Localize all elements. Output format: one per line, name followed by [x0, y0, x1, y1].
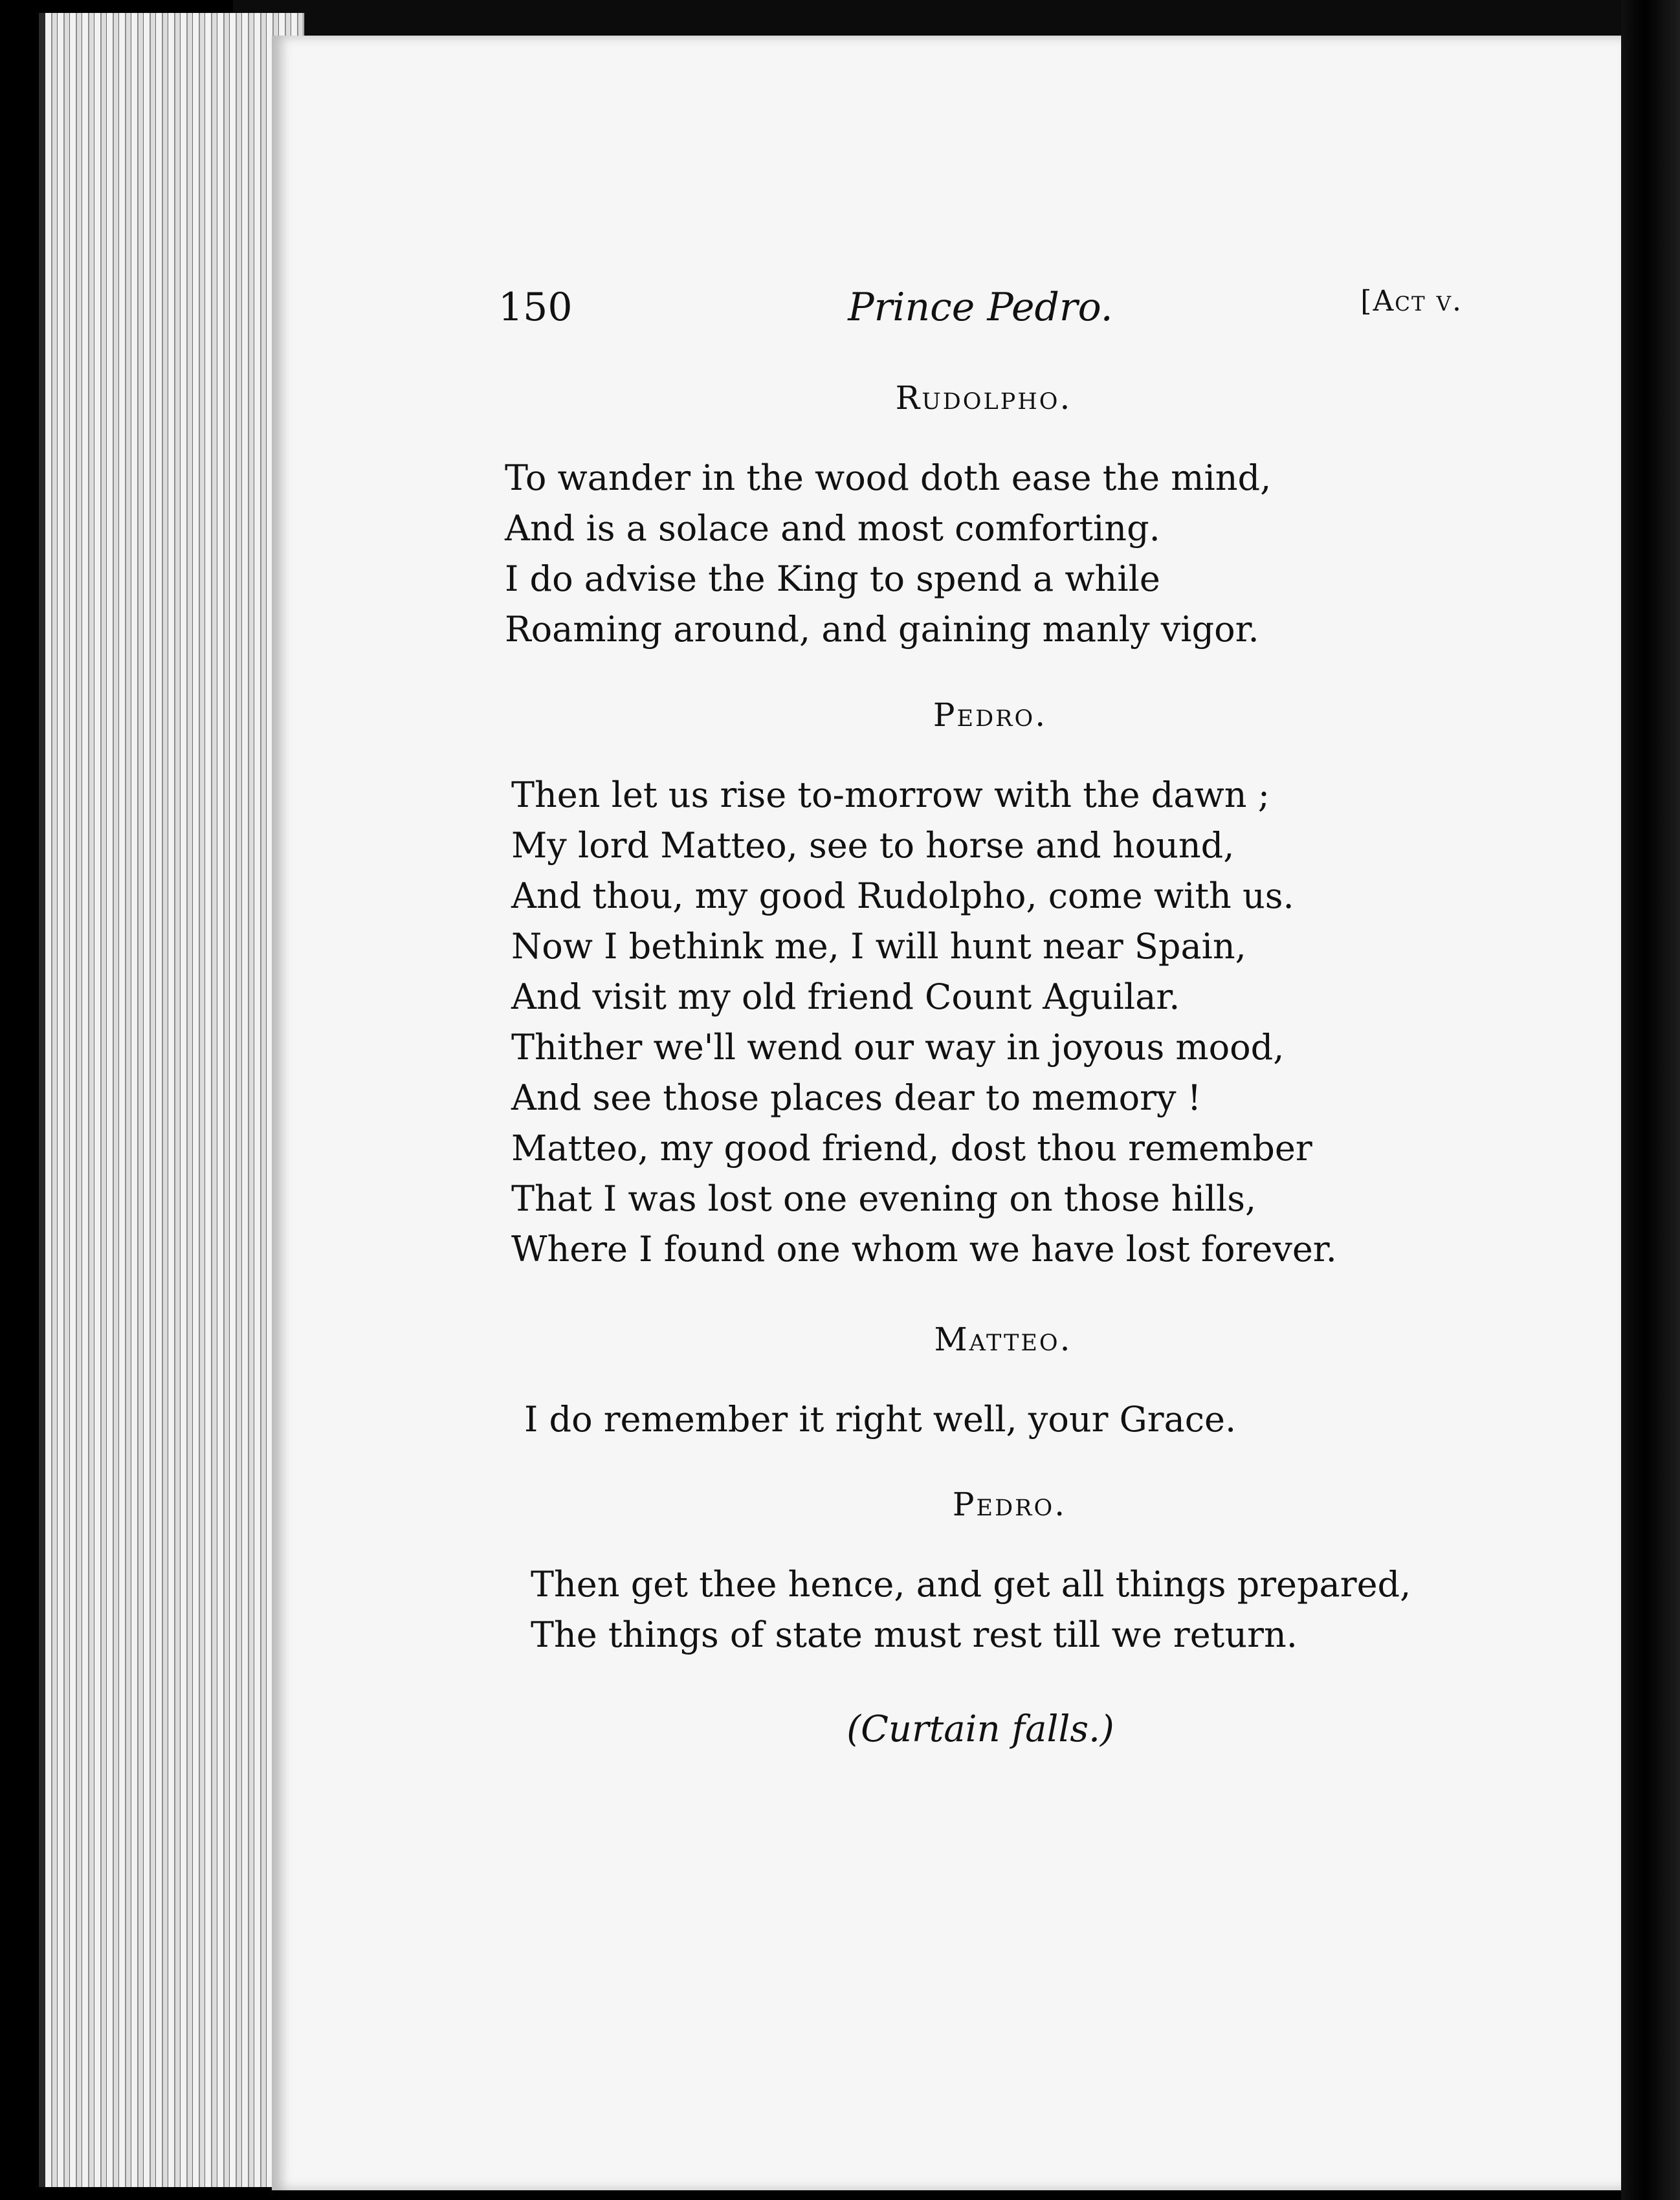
verse-line: That I was lost one evening on those hills, — [511, 1178, 1257, 1219]
verse-line: Where I found one whom we have lost forever. — [511, 1229, 1337, 1270]
verse-line: And visit my old friend Count Aguilar. — [511, 976, 1180, 1017]
verse-line: My lord Matteo, see to horse and hound, — [511, 825, 1235, 866]
verse-line: And see those places dear to memory ! — [511, 1077, 1202, 1118]
speech-rudolpho — [505, 375, 1463, 655]
speech-lines — [524, 1394, 1482, 1445]
stage-direction: (Curtain falls.) — [846, 1708, 1114, 1750]
verse-line: I do advise the King to spend a while — [505, 558, 1160, 599]
verse-line: Thither we'll wend our way in joyous mood, — [511, 1027, 1285, 1068]
speech-pedro-1 — [511, 692, 1469, 1275]
verse-line: Then get thee hence, and get all things prepared, — [531, 1564, 1411, 1605]
verse-line: Matteo, my good friend, dost thou remember — [511, 1128, 1312, 1169]
verse-line: Then let us rise to-morrow with the dawn ; — [511, 775, 1270, 815]
running-title: Prince Pedro. — [848, 285, 1113, 330]
page-number: 150 — [498, 285, 573, 330]
verse-line: Now I bethink me, I will hunt near Spain, — [511, 926, 1246, 967]
page-edges — [39, 13, 304, 2187]
scan-top-border — [233, 0, 1680, 36]
verse-line: The things of state must rest till we return. — [531, 1614, 1298, 1655]
verse-line: And is a solace and most comforting. — [505, 508, 1160, 549]
speech-pedro-2 — [531, 1482, 1488, 1660]
speaker-name: Rudolpho. — [895, 379, 1072, 417]
verse-line: To wander in the wood doth ease the mind, — [505, 457, 1272, 498]
speaker-name: Matteo. — [934, 1321, 1072, 1358]
speaker-name: Pedro. — [933, 696, 1048, 734]
speaker-name: Pedro. — [952, 1486, 1067, 1523]
binding-shadow — [1621, 0, 1680, 2200]
speech-lines — [505, 453, 1463, 655]
speech-matteo — [524, 1317, 1482, 1445]
speech-lines — [511, 770, 1469, 1275]
speech-lines — [531, 1559, 1488, 1660]
verse-line: Roaming around, and gaining manly vigor. — [505, 609, 1259, 650]
act-marker: [Act v. — [1360, 285, 1463, 318]
running-header — [498, 285, 1463, 336]
verse-line: I do remember it right well, your Grace. — [524, 1399, 1237, 1440]
verse-line: And thou, my good Rudolpho, come with us. — [511, 875, 1294, 916]
